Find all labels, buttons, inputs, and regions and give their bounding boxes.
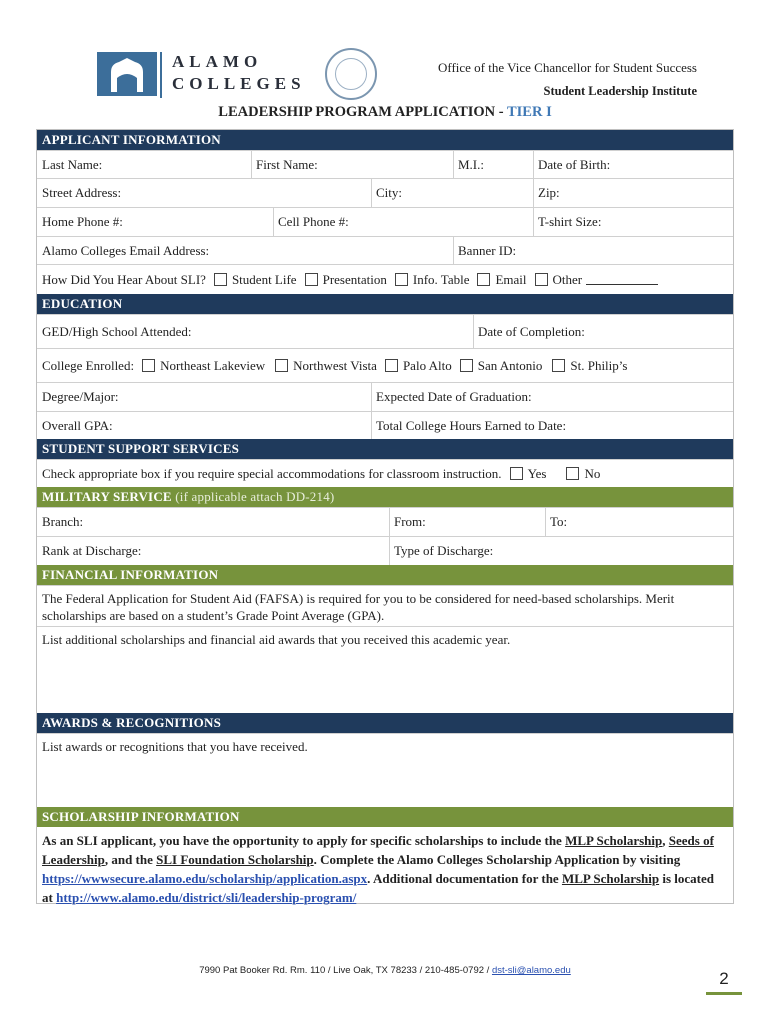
accommodations-yes[interactable] [502, 466, 547, 482]
tier-label: TIER I [506, 104, 552, 120]
applicant-row-email [37, 236, 733, 264]
scholarship-row [37, 827, 733, 903]
seeds-of-leadership-ref: Seeds of Leadership [42, 833, 714, 867]
dob-label: Date of Birth: [538, 156, 611, 172]
hear-option-info-table[interactable] [387, 272, 470, 288]
text-part: , [662, 833, 669, 848]
option-label: Email [495, 271, 527, 287]
city-label: City: [376, 185, 403, 200]
hear-option-student-life[interactable] [206, 272, 297, 288]
financial-section-header: FINANCIAL INFORMATION [37, 565, 733, 585]
scholarship-application-link[interactable]: https://wwwsecure.alamo.edu/scholarship/application.aspx [42, 871, 368, 886]
tshirt-label: T-shirt Size: [538, 214, 602, 229]
financial-row-scholarships[interactable] [37, 626, 733, 713]
high-school-field[interactable] [37, 315, 473, 348]
education-row-school [37, 314, 733, 348]
page-title [0, 104, 770, 121]
cell-phone-label: Cell Phone #: [278, 214, 349, 229]
military-section-header [37, 487, 733, 507]
mlp-scholarship-ref: MLP Scholarship [565, 833, 663, 848]
education-row-gpa [37, 411, 733, 439]
service-from-field[interactable] [389, 508, 545, 536]
grad-date-label: Expected Date of Graduation: [376, 389, 532, 404]
option-label: No [584, 465, 601, 481]
applicant-row-names [37, 150, 733, 178]
text-part: is located at [42, 871, 715, 905]
option-label: San Antonio [477, 357, 543, 373]
first-name-field[interactable] [251, 151, 453, 178]
checkbox[interactable] [275, 359, 288, 372]
street-label: Street Address: [42, 185, 122, 200]
applicant-row-hear [37, 264, 733, 294]
hear-label: How Did You Hear About SLI? [42, 271, 206, 287]
option-label: Student Life [231, 271, 297, 287]
email-label: Alamo Colleges Email Address: [42, 242, 210, 258]
mi-label: M.I.: [458, 156, 484, 172]
checkbox[interactable] [305, 273, 318, 286]
checkbox[interactable] [214, 273, 227, 286]
checkbox[interactable] [535, 273, 548, 286]
college-option-st-philips[interactable] [544, 358, 627, 374]
banner-label: Banner ID: [458, 242, 517, 258]
text-part: . Complete the Alamo Colleges Scholarship Application by visiting [313, 852, 681, 867]
hear-about-sli [37, 265, 733, 294]
military-row-branch [37, 507, 733, 536]
education-row-college [37, 348, 733, 382]
hear-option-presentation[interactable] [297, 272, 387, 288]
text-part: , and the [104, 852, 157, 867]
zip-field[interactable] [533, 179, 733, 207]
option-label: Presentation [322, 271, 387, 287]
title-text: LEADERSHIP PROGRAM APPLICATION - [218, 104, 504, 120]
education-section-header: EDUCATION [37, 294, 733, 314]
college-hours-field[interactable] [371, 412, 733, 439]
military-heading: MILITARY SERVICE [42, 489, 172, 504]
gpa-label: Overall GPA: [42, 417, 113, 433]
option-label: Northwest Vista [293, 357, 377, 373]
fafsa-note: The Federal Application for Student Aid (FAFSA) is required for you to be considered for need-based scholarships. Merit scholarships are based on a student’s Grade Point Average (GPA). [42, 591, 675, 623]
contact-email-link[interactable]: dst-sli@alamo.edu [491, 965, 571, 976]
college-label: College Enrolled: [42, 357, 135, 373]
sli-foundation-ref: SLI Foundation Scholarship [156, 852, 314, 867]
hear-option-email[interactable] [469, 272, 526, 288]
last-name-label: Last Name: [42, 156, 103, 172]
leadership-program-link[interactable]: http://www.alamo.edu/district/sli/leadership-program/ [56, 890, 357, 905]
other-blank-line[interactable] [586, 274, 658, 285]
cell-phone-field[interactable] [273, 208, 533, 236]
applicant-row-phones [37, 207, 733, 236]
scholarship-info-text [37, 827, 733, 911]
city-field[interactable] [371, 179, 533, 207]
applicant-section-header: APPLICANT INFORMATION [37, 130, 733, 150]
completion-label: Date of Completion: [478, 323, 585, 339]
discharge-type-field[interactable] [389, 537, 733, 565]
option-label: Palo Alto [402, 357, 452, 373]
college-option-northwest-vista[interactable] [267, 358, 377, 374]
footer-address [0, 965, 770, 976]
option-label: Other [552, 271, 583, 287]
education-row-degree [37, 382, 733, 411]
ged-label: GED/High School Attended: [42, 323, 192, 339]
military-row-rank [37, 536, 733, 565]
banner-id-field[interactable] [453, 237, 733, 264]
degree-major-field[interactable] [37, 383, 371, 411]
checkbox[interactable] [385, 359, 398, 372]
first-name-label: First Name: [256, 156, 318, 172]
street-address-field[interactable] [37, 179, 371, 207]
option-label: Northeast Lakeview [160, 357, 266, 373]
option-label: Yes [527, 465, 547, 481]
military-heading-note: (if applicable attach DD-214) [175, 489, 335, 504]
date-of-birth-field[interactable] [533, 151, 733, 178]
checkbox[interactable] [395, 273, 408, 286]
address-text: 7990 Pat Booker Rd. Rm. 110 / Live Oak, TX 78233 / 210-485-0792 / [199, 965, 492, 976]
hear-option-other[interactable] [527, 272, 659, 288]
logo-text-colleges: COLLEGES [172, 74, 306, 93]
rank-label: Rank at Discharge: [42, 543, 142, 558]
financial-row-fafsa [37, 585, 733, 626]
accommodations-label: Check appropriate box if you require special accommodations for classroom instruction. [42, 465, 502, 481]
service-to-field[interactable] [545, 508, 733, 536]
text-part: . Additional documentation for the [367, 871, 562, 886]
home-phone-field[interactable] [37, 208, 273, 236]
middle-initial-field[interactable] [453, 151, 533, 178]
checkbox[interactable] [566, 467, 579, 480]
graduation-date-field[interactable] [371, 383, 733, 411]
mlp-scholarship-ref: MLP Scholarship [561, 871, 660, 886]
college-option-palo-alto[interactable] [377, 358, 452, 374]
hours-label: Total College Hours Earned to Date: [376, 417, 567, 433]
email-field[interactable] [37, 237, 453, 264]
seal-inner-ring [335, 58, 367, 90]
application-form [36, 129, 734, 904]
applicant-row-address [37, 178, 733, 207]
to-label: To: [550, 514, 568, 529]
support-row [37, 459, 733, 487]
accommodations-question [37, 460, 733, 487]
logo-text-alamo: ALAMO [172, 52, 263, 71]
last-name-field[interactable] [37, 151, 251, 178]
from-label: From: [394, 514, 426, 529]
tshirt-size-field[interactable] [533, 208, 733, 236]
checkbox[interactable] [460, 359, 473, 372]
support-section-header: STUDENT SUPPORT SERVICES [37, 439, 733, 459]
zip-label: Zip: [538, 185, 560, 200]
page-number: 2 [706, 962, 742, 995]
alamo-colleges-logo-mark [97, 52, 157, 96]
awards-section-header: AWARDS & RECOGNITIONS [37, 713, 733, 733]
option-label: Info. Table [412, 271, 470, 287]
college-option-northeast-lakeview[interactable] [134, 358, 265, 374]
rank-field[interactable] [37, 537, 389, 565]
institute-name: Student Leadership Institute [543, 84, 697, 98]
checkbox[interactable] [552, 359, 565, 372]
text-part: As an SLI applicant, you have the opportunity to apply for specific scholarships to include the [42, 833, 566, 848]
branch-label: Branch: [42, 514, 84, 529]
completion-date-field[interactable] [473, 315, 733, 348]
checkbox[interactable] [477, 273, 490, 286]
logo-divider [160, 52, 162, 98]
gpa-field[interactable] [37, 412, 371, 439]
home-phone-label: Home Phone #: [42, 214, 123, 229]
checkbox[interactable] [142, 359, 155, 372]
branch-field[interactable] [37, 508, 389, 536]
office-name: Office of the Vice Chancellor for Student Success [437, 60, 697, 75]
college-option-san-antonio[interactable] [452, 358, 543, 374]
option-label: St. Philip’s [570, 357, 628, 373]
degree-label: Degree/Major: [42, 389, 119, 404]
awards-prompt: List awards or recognitions that you have received. [42, 739, 308, 754]
scholarships-prompt: List additional scholarships and financial aid awards that you received this academic year. [42, 632, 511, 647]
awards-row[interactable] [37, 733, 733, 807]
accommodations-no[interactable] [558, 466, 600, 482]
discharge-label: Type of Discharge: [394, 543, 494, 558]
scholarship-section-header: SCHOLARSHIP INFORMATION [37, 807, 733, 827]
checkbox[interactable] [510, 467, 523, 480]
college-enrolled [37, 349, 733, 382]
